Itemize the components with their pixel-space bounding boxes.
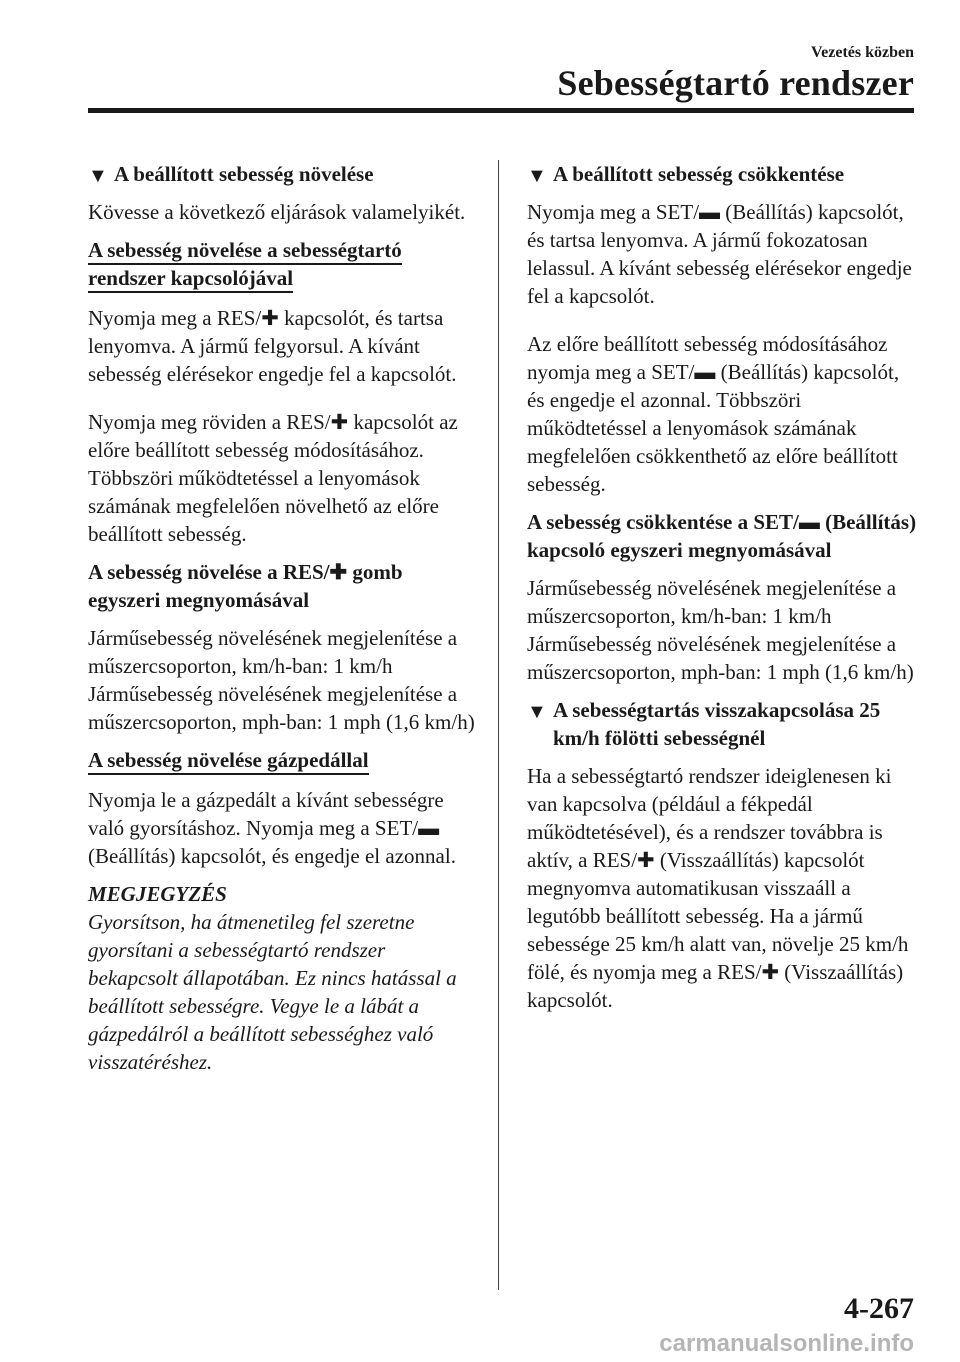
section-heading-text: A beállított sebesség csökkentése: [553, 162, 845, 186]
subheading-text: A sebesség növelése gázpedállal: [88, 748, 369, 775]
chapter-label: Vezetés közben: [811, 44, 914, 61]
section-heading: [527, 696, 917, 752]
triangle-down-icon: ▼: [88, 165, 108, 187]
paragraph: Nyomja meg a RES/✚ kapcsolót, és tartsa lenyomva. A jármű felgyorsul. A kívánt sebesség elérésekor engedje fel a kapcsolót.: [88, 306, 457, 386]
note-title: MEGJEGYZÉS: [88, 882, 227, 906]
paragraph: Járműsebesség növelésének megjelenítése a műszercsoporton, km/h-ban: 1 km/h Járműsebesség növelésének megjelenítése a műszercsoporton, mph-ban: 1 mph (1,6 km/h): [527, 576, 914, 684]
section-heading-text: A beállított sebesség növelése: [114, 162, 374, 186]
subheading: [88, 746, 478, 774]
intro-paragraph: Kövesse a következő eljárások valamelyikét.: [88, 200, 466, 224]
subheading-text: A sebesség növelése a sebességtartó rendszer kapcsolójával: [88, 238, 402, 293]
right-column: [527, 160, 917, 1024]
paragraph: Járműsebesség növelésének megjelenítése a műszercsoporton, km/h-ban: 1 km/h Járműsebesség növelésének megjelenítése a műszercsoporton, mph-ban: 1 mph (1,6 km/h): [88, 626, 475, 734]
section-heading-text: A sebességtartás visszakapcsolása 25 km/h fölötti sebességnél: [553, 698, 881, 750]
paragraph: Ha a sebességtartó rendszer ideiglenesen ki van kapcsolva (például a fékpedál működtetésével), és a rendszer továbbra is aktív, a RES/✚ (Visszaállítás) kapcsolót megnyomva automatikusan visszaáll a legutóbb beállított sebesség. Ha a jármű sebessége 25 km/h alatt van, növelje 25 km/h fölé, és nyomja meg a RES/✚ (Visszaállítás) kapcsolót.: [527, 764, 909, 1012]
section-heading: [527, 160, 917, 188]
section-title: Sebességtartó rendszer: [557, 63, 914, 103]
triangle-down-icon: ▼: [527, 165, 547, 187]
paragraph: Nyomja le a gázpedált a kívánt sebességre való gyorsításhoz. Nyomja meg a SET/▬ (Beállítás) kapcsolót, és engedje el azonnal.: [88, 788, 456, 868]
triangle-down-icon: ▼: [527, 701, 547, 723]
watermark: carmanualsonline.info: [659, 1330, 914, 1357]
paragraph: Az előre beállított sebesség módosításához nyomja meg a SET/▬ (Beállítás) kapcsolót, és engedje el azonnal. Többszöri működtetéssel a lenyomások számának megfelelően csökkenthető az előre beállított sebesség.: [527, 332, 900, 496]
header-rule: [88, 108, 914, 113]
subheading: [88, 236, 478, 292]
paragraph: Nyomja meg a SET/▬ (Beállítás) kapcsolót, és tartsa lenyomva. A jármű fokozatosan lelassul. A kívánt sebesség elérésekor engedje fel a kapcsolót.: [527, 200, 912, 308]
bold-subheading: A sebesség csökkentése a SET/▬ (Beállítás) kapcsoló egyszeri megnyomásával: [527, 510, 917, 562]
column-divider: [498, 160, 499, 1290]
page-number: 4-267: [844, 1292, 914, 1325]
paragraph: Nyomja meg röviden a RES/✚ kapcsolót az előre beállított sebesség módosításához. Többszöri működtetéssel a lenyomások számának megfelelően növelhető az előre beállított sebesség.: [88, 410, 458, 546]
section-heading: [88, 160, 478, 188]
bold-subheading: A sebesség növelése a RES/✚ gomb egyszeri megnyomásával: [88, 560, 403, 612]
left-column: [88, 160, 478, 1076]
note-text: Gyorsítson, ha átmenetileg fel szeretne gyorsítani a sebességtartó rendszer bekapcsolt állapotában. Ez nincs hatással a beállított sebességre. Vegye le a lábát a gázpedálról a beállított sebességhez való visszatéréshez.: [88, 910, 457, 1074]
